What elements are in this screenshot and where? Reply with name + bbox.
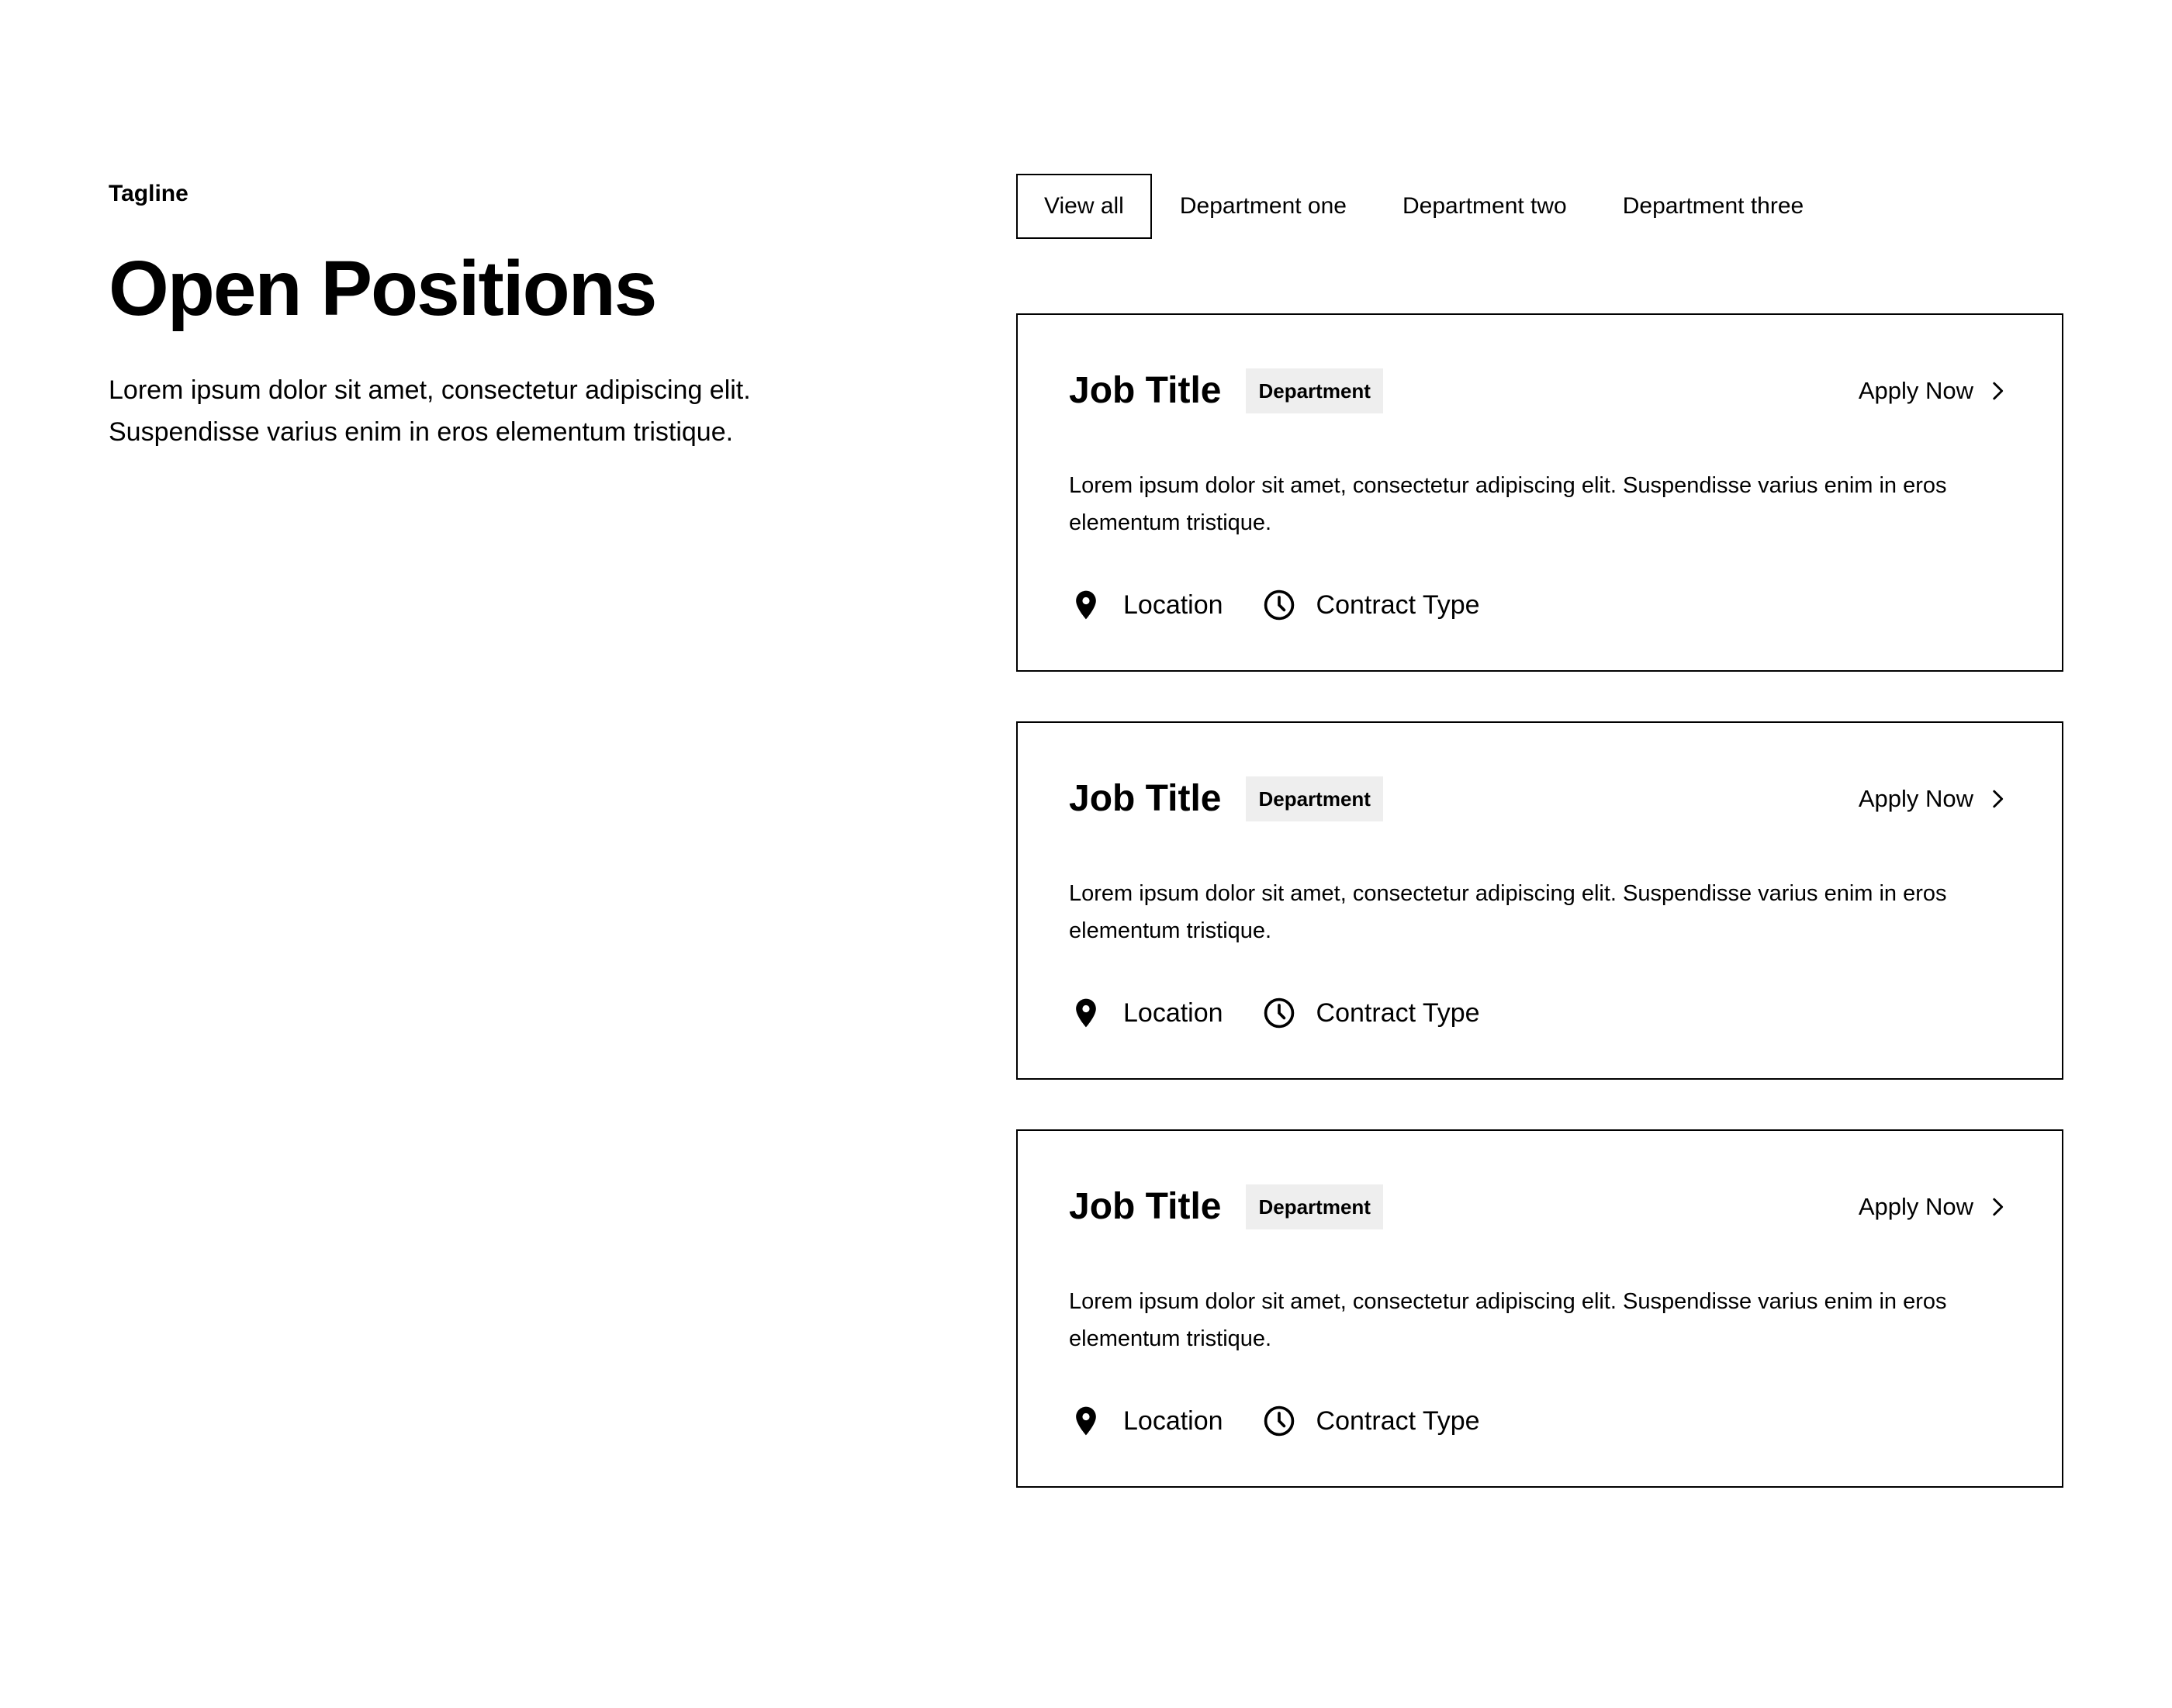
job-location <box>1069 996 1223 1030</box>
contract-type-label: Contract Type <box>1316 998 1480 1028</box>
apply-now-label: Apply Now <box>1858 377 1973 404</box>
job-header <box>1069 776 2011 822</box>
job-title: Job Title <box>1069 1186 1222 1227</box>
job-card <box>1016 721 2063 1080</box>
apply-now-label: Apply Now <box>1858 1193 1973 1220</box>
map-pin-icon <box>1069 588 1103 622</box>
page-title: Open Positions <box>109 245 656 332</box>
job-card <box>1016 313 2063 672</box>
map-pin-icon <box>1069 996 1103 1030</box>
apply-now-link[interactable] <box>1859 783 2011 814</box>
chevron-right-icon <box>1984 1194 2011 1220</box>
job-location <box>1069 1404 1223 1438</box>
job-meta <box>1069 1399 1519 1443</box>
job-contract-type <box>1262 1404 1480 1438</box>
job-contract-type <box>1262 996 1480 1030</box>
job-meta <box>1069 583 1519 627</box>
job-meta <box>1069 991 1519 1035</box>
apply-now-link[interactable] <box>1859 1191 2011 1222</box>
job-list <box>1016 313 2063 1488</box>
job-description: Lorem ipsum dolor sit amet, consectetur adipiscing elit. Suspendisse varius enim in eros elementum tristique. <box>1069 1289 1947 1351</box>
map-pin-icon <box>1069 1404 1103 1438</box>
job-header <box>1069 1184 2011 1230</box>
job-location <box>1069 588 1223 622</box>
apply-now-link[interactable] <box>1859 375 2011 406</box>
job-card <box>1016 1129 2063 1488</box>
chevron-right-icon <box>1984 786 2011 812</box>
location-label: Location <box>1123 998 1223 1028</box>
department-badge: Department <box>1246 776 1382 821</box>
clock-icon <box>1262 996 1296 1030</box>
job-contract-type <box>1262 588 1480 622</box>
tab-view-all[interactable]: View all <box>1016 174 1152 239</box>
contract-type-label: Contract Type <box>1316 590 1480 620</box>
department-badge: Department <box>1246 1184 1382 1229</box>
department-tabs <box>1016 174 2063 239</box>
job-description: Lorem ipsum dolor sit amet, consectetur adipiscing elit. Suspendisse varius enim in eros elementum tristique. <box>1069 881 1947 943</box>
department-badge: Department <box>1246 368 1382 413</box>
clock-icon <box>1262 588 1296 622</box>
job-description: Lorem ipsum dolor sit amet, consectetur adipiscing elit. Suspendisse varius enim in eros elementum tristique. <box>1069 473 1947 535</box>
location-label: Location <box>1123 590 1223 620</box>
location-label: Location <box>1123 1406 1223 1436</box>
intro-section <box>109 177 822 453</box>
tab-department-one[interactable]: Department one <box>1179 193 1347 219</box>
job-title: Job Title <box>1069 778 1222 819</box>
tab-department-two[interactable]: Department two <box>1402 193 1567 219</box>
apply-now-label: Apply Now <box>1858 785 1973 812</box>
positions-section <box>1016 174 2063 1537</box>
tab-department-three[interactable]: Department three <box>1622 193 1804 219</box>
tagline: Tagline <box>109 181 188 206</box>
chevron-right-icon <box>1984 378 2011 404</box>
contract-type-label: Contract Type <box>1316 1406 1480 1436</box>
intro-text: Lorem ipsum dolor sit amet, consectetur adipiscing elit. Suspendisse varius enim in eros elementum tristique. <box>109 375 751 447</box>
job-title: Job Title <box>1069 370 1222 411</box>
job-header <box>1069 368 2011 414</box>
clock-icon <box>1262 1404 1296 1438</box>
